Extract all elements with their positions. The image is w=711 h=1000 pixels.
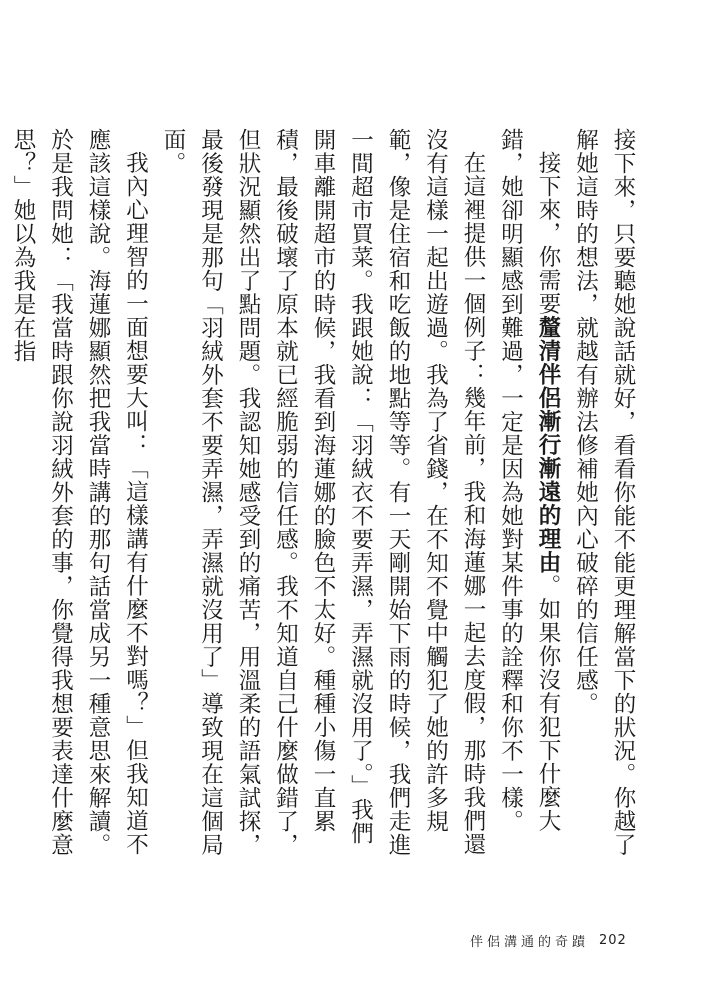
paragraph-3 <box>154 128 492 868</box>
paragraph-2-text-a: 接下來，你需要 <box>535 150 561 315</box>
paragraph-2-emphasis: 釐清伴侶漸行漸遠的理由 <box>535 315 561 574</box>
paragraph-1 <box>566 128 641 868</box>
paragraph-4 <box>4 128 154 868</box>
footer-book-title: 伴侶溝通的奇蹟 <box>470 934 590 950</box>
paragraph-1-text: 接下來，只要聽她說話就好，看看你能不能更理解當下的狀況。你越了解她這時的想法，就越有辦法修補她內心破碎的信任感。 <box>572 128 636 857</box>
footer-page-number: 202 <box>599 932 627 948</box>
paragraph-2 <box>491 128 566 868</box>
paragraph-4-text: 我內心理智的一面想要大叫：「這樣講有什麼不對嗎？」但我知道不應該這樣說。海蓮娜顯然把我當時講的那句話當成另一種意思來解讀。於是我問她：「我當時跟你說羽絨外套的事，你覺得我想要表達什麼意思？」她以為我是在指 <box>10 128 149 857</box>
paragraph-3-text: 在這裡提供一個例子：幾年前，我和海蓮娜一起去度假，那時我們還沒有這樣一起出遊過。我為了省錢，在不知不覺中觸犯了她的許多規範，像是住宿和吃飯的地點等等。有一天剛開始下雨的時候，我們走進一間超市買菜。我跟她說：「羽絨衣不要弄濕，弄濕就沒用了。」我們開車離開超市的時候，我看到海蓮娜的臉色不太好。種種小傷一直累積，最後破壞了原本就已經脆弱的信任感。我不知道自己什麼做錯了，但狀況顯然出了點問題。我認知她感受到的痛苦，用溫柔的語氣試探，最後發現是那句「羽絨外套不要弄濕，弄濕就沒用了」導致現在這個局面。 <box>160 128 486 857</box>
page-footer <box>470 930 650 950</box>
paragraph-2-text-b: 。如果你沒有犯下什麼大錯，她卻明顯感到難過，一定是因為她對某件事的詮釋和你不一樣。 <box>497 128 561 833</box>
body-text <box>4 128 642 868</box>
